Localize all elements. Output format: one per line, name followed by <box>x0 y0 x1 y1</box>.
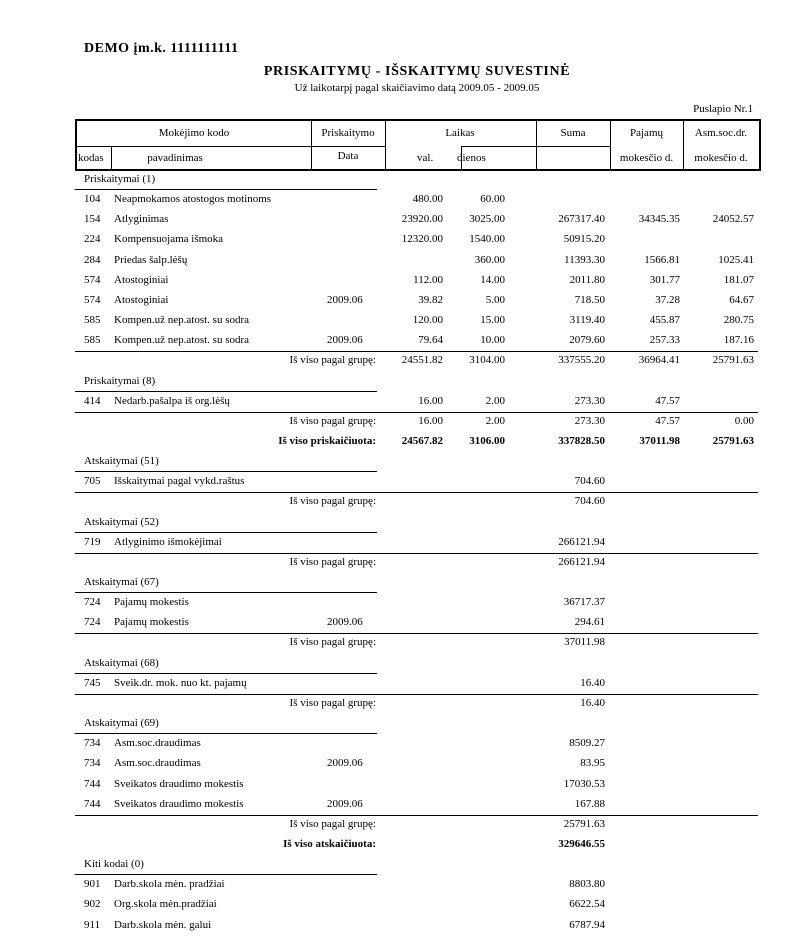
subtotal-row <box>0 351 794 371</box>
row-sum: 83.95 <box>580 757 605 769</box>
header-payment-code: Mokėjimo kodo <box>158 127 230 139</box>
group-header <box>0 372 794 392</box>
subtotal-row <box>0 633 794 653</box>
row-tax: 1566.81 <box>644 254 680 266</box>
subtotal-row <box>0 553 794 573</box>
row-sum: 704.60 <box>574 495 605 507</box>
row-code: 574 <box>84 294 101 306</box>
row-code: 224 <box>84 233 101 245</box>
row-sum: 50915.20 <box>563 233 605 245</box>
group-label: Atskaitymai (68) <box>84 657 159 669</box>
row-name: Atostoginiai <box>114 274 169 286</box>
row-sum: 3119.40 <box>569 314 605 326</box>
row-name: Atostoginiai <box>114 294 169 306</box>
report-title: PRISKAITYMŲ - IŠSKAITYMŲ SUVESTINĖ <box>263 64 571 79</box>
table-row <box>0 472 794 492</box>
row-date: 2009.06 <box>327 294 363 306</box>
row-hours: 120.00 <box>412 314 443 326</box>
row-days: 3106.00 <box>469 435 505 447</box>
row-soc: 187.16 <box>723 334 754 346</box>
group-label: Atskaitymai (69) <box>84 717 159 729</box>
row-sum: 6787.94 <box>569 919 605 931</box>
table-row <box>0 734 794 754</box>
group-label: Priskaitymai (8) <box>84 375 156 387</box>
table-row <box>0 916 794 936</box>
row-name: Asm.soc.draudimas <box>114 737 201 749</box>
row-sum: 167.88 <box>574 798 605 810</box>
header-accrual-date: Data <box>337 150 359 162</box>
row-soc: 25791.63 <box>712 435 754 447</box>
row-sum: 11393.30 <box>564 254 605 266</box>
grand-total-label: Iš viso priskaičiuota: <box>278 435 376 447</box>
subtotal-row <box>0 492 794 512</box>
row-code: 574 <box>84 274 101 286</box>
table-row <box>0 754 794 774</box>
table-row <box>0 533 794 553</box>
subtotal-label: Iš viso pagal grupę: <box>289 415 376 427</box>
row-days: 2.00 <box>485 415 505 427</box>
row-hours: 112.00 <box>413 274 443 286</box>
row-sum: 36717.37 <box>563 596 605 608</box>
row-code: 705 <box>84 475 101 487</box>
row-soc: 25791.63 <box>712 354 754 366</box>
grand-total-row <box>0 432 794 452</box>
group-header <box>0 513 794 533</box>
row-code: 104 <box>84 193 101 205</box>
row-code: 744 <box>84 778 101 790</box>
row-name: Darb.skola mėn. galui <box>114 919 212 931</box>
row-hours: 79.64 <box>418 334 443 346</box>
grand-total-label: Iš viso atskaičiuota: <box>283 838 376 850</box>
row-sum: 266121.94 <box>558 536 605 548</box>
subtotal-row <box>0 694 794 714</box>
row-code: 724 <box>84 616 101 628</box>
grand-total-row <box>0 835 794 855</box>
row-name: Org.skola mėn.pradžiai <box>114 898 217 910</box>
subtotal-label: Iš viso pagal grupę: <box>289 495 376 507</box>
row-date: 2009.06 <box>327 798 363 810</box>
group-header <box>0 714 794 734</box>
row-name: Sveik.dr. mok. nuo kt. pajamų <box>114 677 247 689</box>
row-code: 719 <box>84 536 101 548</box>
row-sum: 718.50 <box>574 294 605 306</box>
subtotal-label: Iš viso pagal grupę: <box>289 818 376 830</box>
row-sum: 16.40 <box>580 677 605 689</box>
row-days: 10.00 <box>480 334 505 346</box>
row-hours: 16.00 <box>418 415 443 427</box>
page-number: Puslapio Nr.1 <box>693 103 753 115</box>
row-tax: 301.77 <box>649 274 680 286</box>
row-sum: 267317.40 <box>558 213 605 225</box>
row-sum: 294.61 <box>574 616 605 628</box>
row-sum: 704.60 <box>574 475 605 487</box>
subtotal-label: Iš viso pagal grupę: <box>289 556 376 568</box>
row-tax: 257.33 <box>649 334 680 346</box>
row-name: Kompen.už nep.atost. su sodra <box>114 334 250 346</box>
row-soc: 0.00 <box>734 415 754 427</box>
row-soc: 1025.41 <box>718 254 754 266</box>
row-days: 3025.00 <box>469 213 505 225</box>
row-soc: 181.07 <box>723 274 754 286</box>
row-name: Neapmokamos atostogos motinoms <box>114 193 272 205</box>
row-name: Kompensuojama išmoka <box>114 233 224 245</box>
row-code: 154 <box>84 213 101 225</box>
row-code: 911 <box>84 919 101 931</box>
row-sum: 2011.80 <box>569 274 605 286</box>
row-hours: 12320.00 <box>401 233 443 245</box>
group-header <box>0 170 794 190</box>
row-sum: 337828.50 <box>558 435 605 447</box>
table-header <box>75 119 761 171</box>
row-name: Kompen.už nep.atost. su sodra <box>114 314 250 326</box>
row-days: 3104.00 <box>469 354 505 366</box>
row-sum: 337555.20 <box>558 354 605 366</box>
row-name: Sveikatos draudimo mokestis <box>114 798 244 810</box>
row-sum: 273.30 <box>574 415 605 427</box>
row-sum: 329646.55 <box>558 838 605 850</box>
row-hours: 16.00 <box>418 395 443 407</box>
row-days: 15.00 <box>480 314 505 326</box>
row-tax: 37011.98 <box>639 435 680 447</box>
subtotal-row <box>0 412 794 432</box>
row-days: 14.00 <box>480 274 505 286</box>
row-hours: 24567.82 <box>401 435 443 447</box>
row-name: Atlyginimas <box>114 213 169 225</box>
group-header <box>0 654 794 674</box>
row-days: 5.00 <box>485 294 505 306</box>
table-row <box>0 291 794 311</box>
row-code: 414 <box>84 395 101 407</box>
table-row <box>0 230 794 250</box>
table-row <box>0 331 794 351</box>
table-row <box>0 271 794 291</box>
row-days: 1540.00 <box>469 233 505 245</box>
group-header <box>0 855 794 875</box>
header-income-tax-sub: mokesčio d. <box>619 152 674 164</box>
table-row <box>0 190 794 210</box>
group-label: Atskaitymai (51) <box>84 455 159 467</box>
report-subtitle: Už laikotarpį pagal skaičiavimo datą 2009.05 - 2009.05 <box>294 82 540 94</box>
row-sum: 8803.80 <box>569 878 605 890</box>
table-row <box>0 311 794 331</box>
row-date: 2009.06 <box>327 616 363 628</box>
row-name: Darb.skola mėn. pradžiai <box>114 878 225 890</box>
row-name: Išskaitymai pagal vykd.raštus <box>114 475 245 487</box>
row-hours: 24551.82 <box>401 354 443 366</box>
row-name: Nedarb.pašalpa iš org.lėšų <box>114 395 230 407</box>
row-hours: 480.00 <box>412 193 443 205</box>
header-income-tax: Pajamų <box>630 127 663 139</box>
row-tax: 37.28 <box>655 294 680 306</box>
table-row <box>0 593 794 613</box>
row-tax: 455.87 <box>649 314 680 326</box>
row-sum: 273.30 <box>574 395 605 407</box>
row-name: Asm.soc.draudimas <box>114 757 201 769</box>
header-sum: Suma <box>560 127 586 139</box>
row-code: 734 <box>84 737 101 749</box>
group-header <box>0 452 794 472</box>
row-tax: 47.57 <box>655 395 680 407</box>
row-code: 901 <box>84 878 101 890</box>
header-hours: val. <box>417 152 434 164</box>
row-sum: 17030.53 <box>563 778 605 790</box>
table-row <box>0 795 794 815</box>
row-days: 60.00 <box>480 193 505 205</box>
row-sum: 266121.94 <box>558 556 605 568</box>
row-sum: 2079.60 <box>569 334 605 346</box>
subtotal-label: Iš viso pagal grupę: <box>289 354 376 366</box>
row-name: Pajamų mokestis <box>114 616 189 628</box>
row-sum: 25791.63 <box>563 818 605 830</box>
header-accrual: Priskaitymo <box>321 127 375 139</box>
row-code: 744 <box>84 798 101 810</box>
row-code: 585 <box>84 314 101 326</box>
header-code: kodas <box>78 152 104 164</box>
table-row <box>0 210 794 230</box>
row-date: 2009.06 <box>327 334 363 346</box>
group-label: Priskaitymai (1) <box>84 173 156 185</box>
header-soc-sub: mokesčio d. <box>694 152 748 164</box>
row-code: 284 <box>84 254 101 266</box>
table-row <box>0 895 794 915</box>
row-name: Atlyginimo išmokėjimai <box>114 536 222 548</box>
row-sum: 16.40 <box>580 697 605 709</box>
subtotal-label: Iš viso pagal grupę: <box>289 636 376 648</box>
row-tax: 34345.35 <box>638 213 680 225</box>
row-date: 2009.06 <box>327 757 363 769</box>
company-name: DEMO įm.k. 1111111111 <box>84 41 239 56</box>
row-name: Priedas šalp.lėšų <box>114 254 188 266</box>
group-label: Kiti kodai (0) <box>84 858 144 870</box>
table-row <box>0 674 794 694</box>
row-name: Sveikatos draudimo mokestis <box>114 778 244 790</box>
header-days: dienos <box>457 152 486 164</box>
row-tax: 47.57 <box>655 415 680 427</box>
row-code: 734 <box>84 757 101 769</box>
row-soc: 280.75 <box>723 314 754 326</box>
header-soc: Asm.soc.dr. <box>694 127 748 139</box>
header-time: Laikas <box>445 127 475 139</box>
subtotal-label: Iš viso pagal grupę: <box>289 697 376 709</box>
row-tax: 36964.41 <box>638 354 680 366</box>
row-days: 360.00 <box>474 254 505 266</box>
row-soc: 24052.57 <box>712 213 754 225</box>
row-hours: 39.82 <box>418 294 443 306</box>
table-row <box>0 775 794 795</box>
row-sum: 8509.27 <box>569 737 605 749</box>
subtotal-row <box>0 815 794 835</box>
row-code: 585 <box>84 334 101 346</box>
table-row <box>0 875 794 895</box>
row-sum: 37011.98 <box>564 636 605 648</box>
table-row <box>0 613 794 633</box>
group-header <box>0 573 794 593</box>
row-hours: 23920.00 <box>401 213 443 225</box>
table-row <box>0 251 794 271</box>
row-sum: 6622.54 <box>569 898 605 910</box>
row-soc: 64.67 <box>729 294 754 306</box>
row-days: 2.00 <box>485 395 505 407</box>
header-name: pavadinimas <box>147 152 203 164</box>
table-row <box>0 392 794 412</box>
group-label: Atskaitymai (67) <box>84 576 159 588</box>
row-code: 724 <box>84 596 101 608</box>
row-code: 902 <box>84 898 101 910</box>
group-label: Atskaitymai (52) <box>84 516 159 528</box>
row-name: Pajamų mokestis <box>114 596 189 608</box>
row-code: 745 <box>84 677 101 689</box>
